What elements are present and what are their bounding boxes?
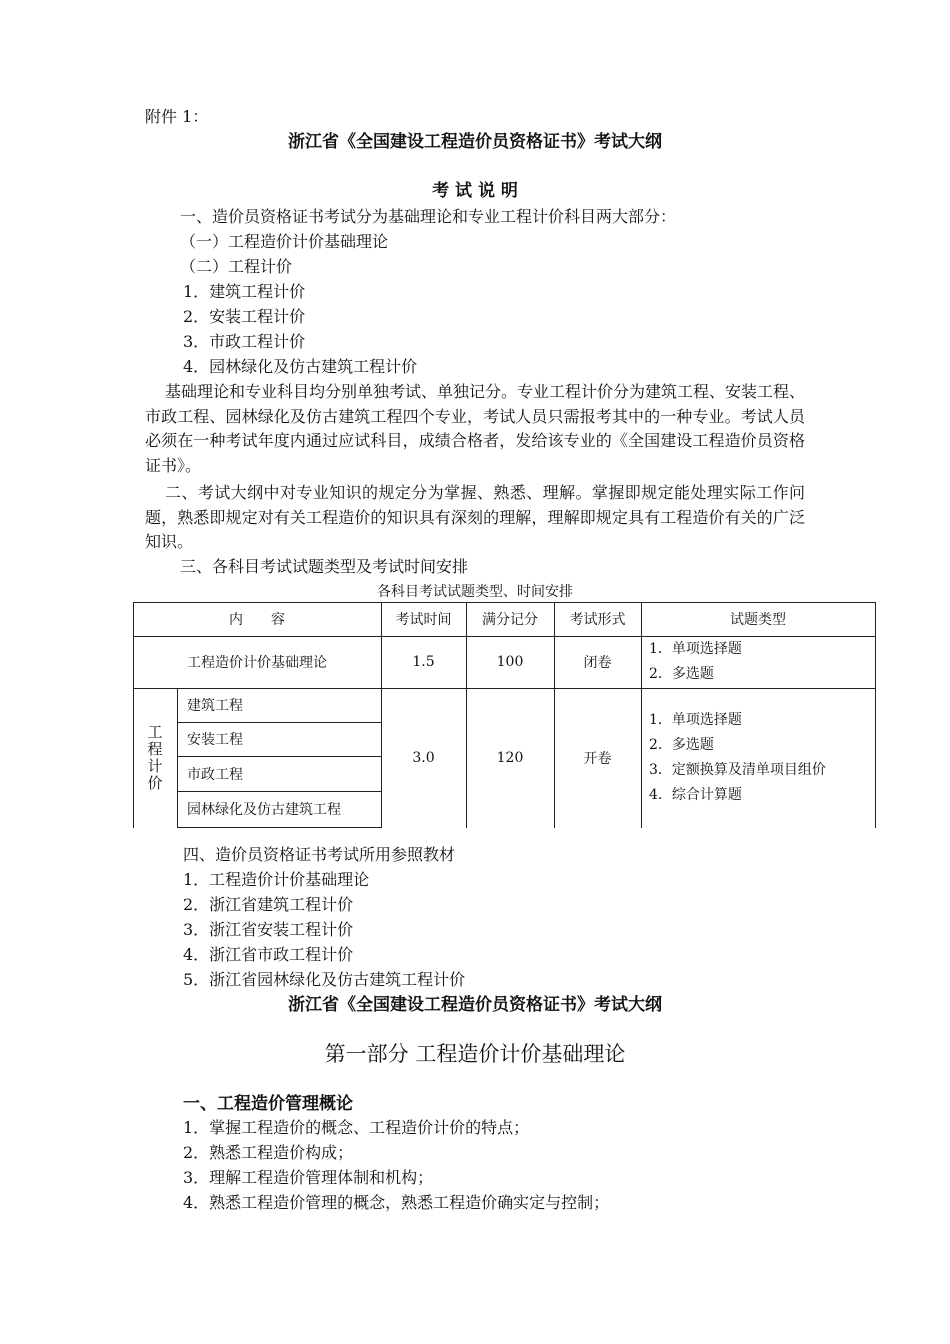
question-type: 4．综合计算题 bbox=[649, 787, 742, 803]
intro-sub-2: （二）工程计价 bbox=[180, 257, 293, 276]
intro-item-3: 三、各科目考试试题类型及考试时间安排 bbox=[180, 557, 469, 576]
subject-cell: 建筑工程 bbox=[187, 698, 243, 714]
chapter1-item: 3．理解工程造价管理体制和机构； bbox=[183, 1168, 434, 1187]
row2-form: 开卷 bbox=[583, 751, 612, 767]
chapter1-item: 1．掌握工程造价的概念、工程造价计价的特点； bbox=[183, 1118, 530, 1137]
intro-list-item: 4．园林绿化及仿古建筑工程计价 bbox=[183, 357, 418, 376]
intro-sub-1: （一）工程造价计价基础理论 bbox=[180, 232, 389, 251]
intro-list-item: 1．建筑工程计价 bbox=[183, 282, 306, 301]
textbook-item: 4．浙江省市政工程计价 bbox=[183, 945, 354, 964]
question-type: 2．多选题 bbox=[649, 737, 714, 753]
attachment-label: 附件 1： bbox=[145, 107, 209, 126]
subject-cell: 园林绿化及仿古建筑工程 bbox=[187, 802, 341, 818]
textbook-item: 3．浙江省安装工程计价 bbox=[183, 920, 354, 939]
chapter1-item: 2．熟悉工程造价构成； bbox=[183, 1143, 354, 1162]
header-full-score: 满分记分 bbox=[482, 612, 538, 628]
section-title: 考 试 说 明 bbox=[432, 181, 518, 201]
row2-time: 3.0 bbox=[412, 750, 435, 766]
intro-list-item: 3．市政工程计价 bbox=[183, 332, 306, 351]
header-exam-form: 考试形式 bbox=[569, 612, 626, 628]
intro-list-item: 2．安装工程计价 bbox=[183, 307, 306, 326]
group-label-text: 工程计价 bbox=[145, 724, 164, 792]
part1-title: 第一部分 工程造价计价基础理论 bbox=[324, 1042, 626, 1066]
question-type: 2．多选题 bbox=[649, 666, 714, 682]
document-title-2: 浙江省《全国建设工程造价员资格证书》考试大纲 bbox=[288, 995, 662, 1015]
header-content: 内 容 bbox=[229, 612, 285, 628]
question-type: 3．定额换算及清单项目组价 bbox=[649, 762, 826, 778]
question-type: 1．单项选择题 bbox=[649, 641, 742, 657]
intro-paragraph-2: 二、考试大纲中对专业知识的规定分为掌握、熟悉、理解。掌握即规定能处理实际工作问题，熟悉即规定对有关工程造价的知识具有深刻的理解，理解即规定具有工程造价有关的广泛知识。 bbox=[145, 483, 805, 551]
row1-form: 闭卷 bbox=[583, 655, 612, 671]
textbook-item: 2．浙江省建筑工程计价 bbox=[183, 895, 354, 914]
row1-content: 工程造价计价基础理论 bbox=[187, 655, 327, 671]
table-caption: 各科目考试试题类型、时间安排 bbox=[377, 584, 573, 600]
item4-heading: 四、造价员资格证书考试所用参照教材 bbox=[183, 845, 456, 864]
row1-time: 1.5 bbox=[412, 654, 435, 670]
header-question-types: 试题类型 bbox=[730, 612, 786, 628]
row1-score: 100 bbox=[496, 654, 524, 670]
textbook-item: 5．浙江省园林绿化及仿古建筑工程计价 bbox=[183, 970, 466, 989]
chapter1-heading: 一、工程造价管理概论 bbox=[183, 1094, 353, 1114]
subject-cell: 安装工程 bbox=[187, 732, 243, 748]
header-exam-time: 考试时间 bbox=[395, 612, 452, 628]
intro-item-1: 一、造价员资格证书考试分为基础理论和专业工程计价科目两大部分： bbox=[180, 207, 677, 226]
exam-schedule-table bbox=[133, 602, 876, 828]
subject-cell: 市政工程 bbox=[187, 766, 243, 783]
question-type: 1．单项选择题 bbox=[649, 712, 742, 728]
chapter1-item: 4．熟悉工程造价管理的概念，熟悉工程造价确实定与控制； bbox=[183, 1193, 610, 1212]
row1-types bbox=[649, 637, 742, 687]
intro-paragraph-1: 基础理论和专业科目均分别单独考试、单独记分。专业工程计价分为建筑工程、安装工程、市政工程、园林绿化及仿古建筑工程四个专业，考试人员只需报考其中的一种专业。考试人员必须在一种考试年度内通过应试科目，成绩合格者，发给该专业的《全国建设工程造价员资格证书》。 bbox=[145, 382, 806, 475]
row2-types bbox=[649, 708, 826, 808]
textbook-item: 1．工程造价计价基础理论 bbox=[183, 870, 370, 889]
row2-group-label bbox=[133, 688, 177, 828]
row2-score: 120 bbox=[496, 750, 524, 766]
document-title: 浙江省《全国建设工程造价员资格证书》考试大纲 bbox=[288, 132, 662, 152]
